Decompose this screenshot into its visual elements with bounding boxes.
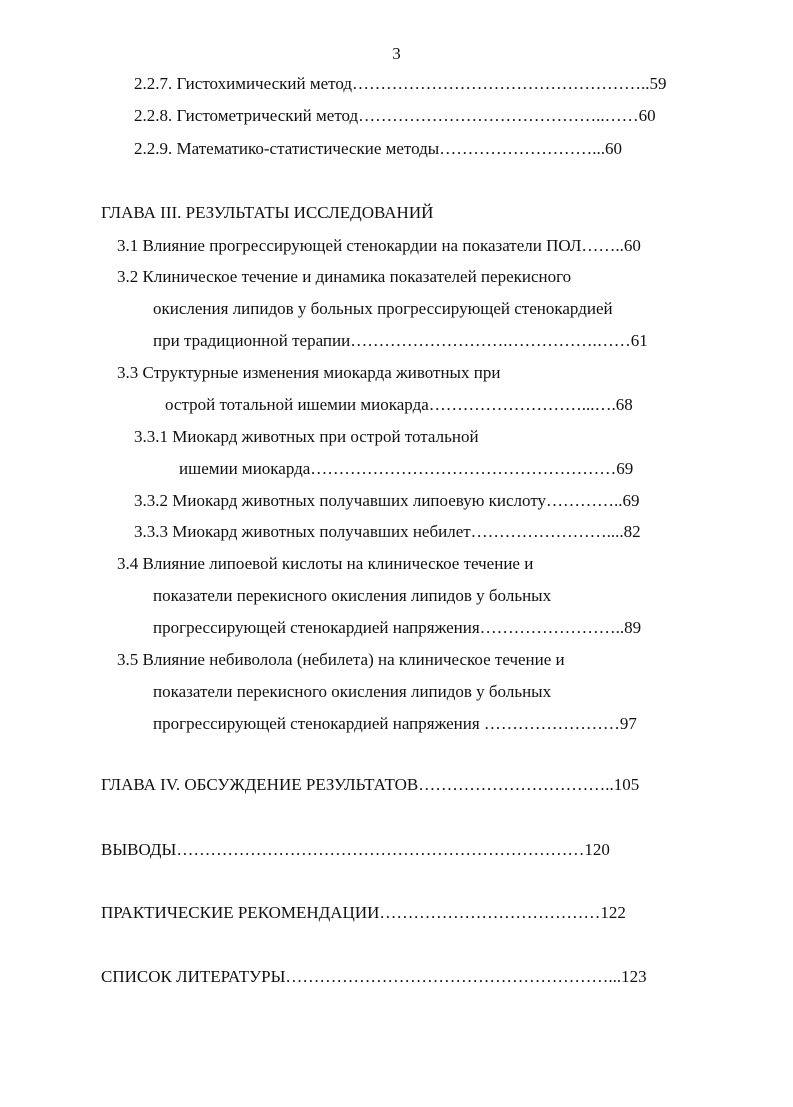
toc-chapter-4: ГЛАВА IV. ОБСУЖДЕНИЕ РЕЗУЛЬТАТОВ……………………………..105 bbox=[101, 775, 640, 794]
toc-chapter-3: ГЛАВА III. РЕЗУЛЬТАТЫ ИССЛЕДОВАНИЙ bbox=[101, 203, 434, 222]
toc-recommendations: ПРАКТИЧЕСКИЕ РЕКОМЕНДАЦИИ…………………………………122 bbox=[101, 903, 626, 922]
toc-entry-3-3-2: 3.3.2 Миокард животных получавших липоевую кислоту…………..69 bbox=[134, 491, 640, 510]
toc-entry-3-3-3: 3.3.3 Миокард животных получавших небилет……………………....82 bbox=[134, 522, 641, 541]
toc-entry-3-5-line-1: 3.5 Влияние небиволола (небилета) на клиническое течение и bbox=[117, 650, 565, 669]
toc-entry-3-4-line-1: 3.4 Влияние липоевой кислоты на клиническое течение и bbox=[117, 554, 534, 573]
page-number: 3 bbox=[392, 44, 401, 63]
toc-entry-3-3-1-line-1: 3.3.1 Миокард животных при острой тотальной bbox=[134, 427, 479, 446]
toc-entry-3-3-line-2: острой тотальной ишемии миокарда………………………...….68 bbox=[165, 395, 633, 414]
toc-entry-3-1: 3.1 Влияние прогрессирующей стенокардии на показатели ПОЛ……..60 bbox=[117, 236, 641, 255]
toc-entry-3-4-line-3: прогрессирующей стенокардией напряжения……………………..89 bbox=[153, 618, 642, 637]
toc-entry-3-2-line-2: окисления липидов у больных прогрессирующей стенокардией bbox=[153, 299, 613, 318]
toc-entry-2-2-8: 2.2.8. Гистометрический метод……………………………………..……60 bbox=[134, 106, 656, 125]
toc-entry-3-3-1-line-2: ишемии миокарда………………………………………………69 bbox=[179, 459, 634, 478]
toc-entry-3-3-line-1: 3.3 Структурные изменения миокарда животных при bbox=[117, 363, 501, 382]
toc-entry-3-5-line-2: показатели перекисного окисления липидов у больных bbox=[153, 682, 552, 701]
toc-entry-2-2-7: 2.2.7. Гистохимический метод……………………………………………..59 bbox=[134, 74, 667, 93]
toc-references: СПИСОК ЛИТЕРАТУРЫ…………………………………………………...123 bbox=[101, 967, 647, 986]
toc-entry-3-4-line-2: показатели перекисного окисления липидов у больных bbox=[153, 586, 552, 605]
toc-entry-2-2-9: 2.2.9. Математико-статистические методы………………………...60 bbox=[134, 139, 622, 158]
toc-entry-3-2-line-3: при традиционной терапии……………………….…………….……61 bbox=[153, 331, 648, 350]
toc-conclusions: ВЫВОДЫ………………………………………………………………120 bbox=[101, 840, 610, 859]
toc-entry-3-2-line-1: 3.2 Клиническое течение и динамика показателей перекисного bbox=[117, 267, 572, 286]
toc-entry-3-5-line-3: прогрессирующей стенокардией напряжения ……………………97 bbox=[153, 714, 637, 733]
